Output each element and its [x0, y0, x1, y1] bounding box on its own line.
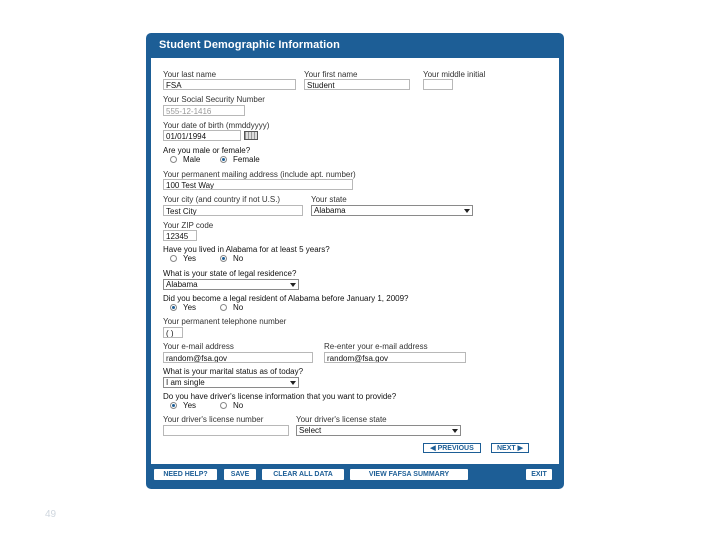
zip-label: Your ZIP code [163, 221, 214, 230]
previous-label: PREVIOUS [437, 445, 474, 452]
arrow-left-icon: ◀ [430, 445, 436, 452]
zip-input[interactable]: 12345 [163, 230, 197, 241]
license-yes-label: Yes [183, 401, 197, 410]
chevron-down-icon [464, 209, 470, 213]
lived-yes-radio[interactable] [170, 255, 177, 262]
legal-residence-label: What is your state of legal residence? [163, 269, 297, 278]
chevron-down-icon [290, 283, 296, 287]
address-input[interactable]: 100 Test Way [163, 179, 353, 190]
middle-initial-input[interactable] [423, 79, 453, 90]
chevron-down-icon [452, 429, 458, 433]
last-name-input[interactable]: FSA [163, 79, 296, 90]
clear-all-data-button[interactable]: CLEAR ALL DATA [262, 469, 344, 480]
state-select-value: Alabama [314, 206, 346, 215]
license-number-input[interactable] [163, 425, 289, 436]
first-name-label: Your first name [304, 70, 358, 79]
email-confirm-label: Re-enter your e-mail address [324, 342, 428, 351]
lived-5-years-label: Have you lived in Alabama for at least 5 years? [163, 245, 330, 254]
page-title: Student Demographic Information [159, 39, 340, 51]
legal-residence-select[interactable] [163, 279, 299, 290]
title-bar [146, 33, 564, 58]
exit-button[interactable]: EXIT [526, 469, 552, 480]
license-state-label: Your driver's license state [296, 415, 387, 424]
ssn-label: Your Social Security Number [163, 95, 265, 104]
resident-no-label: No [233, 303, 244, 312]
previous-button[interactable] [423, 443, 481, 453]
state-label: Your state [311, 195, 347, 204]
email-input[interactable]: random@fsa.gov [163, 352, 313, 363]
license-state-value: Select [299, 426, 322, 435]
license-state-select[interactable] [296, 425, 461, 436]
slide-page-number: 49 [45, 509, 57, 520]
resident-yes-label: Yes [183, 303, 197, 312]
fafsa-form-window [146, 33, 564, 489]
middle-initial-label: Your middle initial [423, 70, 486, 79]
resident-no-radio[interactable] [220, 304, 227, 311]
gender-female-label: Female [233, 155, 260, 164]
last-name-label: Your last name [163, 70, 217, 79]
form-panel [151, 58, 559, 464]
gender-female-radio[interactable] [220, 156, 227, 163]
marital-status-value: I am single [166, 378, 205, 387]
email-confirm-input[interactable]: random@fsa.gov [324, 352, 466, 363]
calendar-icon[interactable] [244, 131, 258, 140]
phone-label: Your permanent telephone number [163, 317, 287, 326]
lived-no-radio[interactable] [220, 255, 227, 262]
first-name-input[interactable]: Student [304, 79, 410, 90]
next-button[interactable] [491, 443, 529, 453]
resident-before-label: Did you become a legal resident of Alabama before January 1, 2009? [163, 294, 409, 303]
lived-yes-label: Yes [183, 254, 197, 263]
license-no-label: No [233, 401, 244, 410]
view-fafsa-summary-button[interactable]: VIEW FAFSA SUMMARY [350, 469, 468, 480]
license-no-radio[interactable] [220, 402, 227, 409]
chevron-down-icon [290, 381, 296, 385]
legal-residence-value: Alabama [166, 280, 198, 289]
save-button[interactable]: SAVE [224, 469, 256, 480]
arrow-right-icon: ▶ [517, 445, 523, 452]
dob-input[interactable]: 01/01/1994 [163, 130, 241, 141]
city-label: Your city (and country if not U.S.) [163, 195, 281, 204]
gender-male-label: Male [183, 155, 201, 164]
email-label: Your e-mail address [163, 342, 234, 351]
lived-no-label: No [233, 254, 244, 263]
need-help-button[interactable]: NEED HELP? [154, 469, 217, 480]
gender-male-radio[interactable] [170, 156, 177, 163]
dob-label: Your date of birth (mmddyyyy) [163, 121, 270, 130]
drivers-license-question: Do you have driver's license information that you want to provide? [163, 392, 397, 401]
state-select[interactable] [311, 205, 473, 216]
license-yes-radio[interactable] [170, 402, 177, 409]
city-input[interactable]: Test City [163, 205, 303, 216]
gender-label: Are you male or female? [163, 146, 251, 155]
marital-status-label: What is your marital status as of today? [163, 367, 304, 376]
footer-toolbar [146, 467, 564, 483]
resident-yes-radio[interactable] [170, 304, 177, 311]
next-label: NEXT [496, 445, 516, 452]
address-label: Your permanent mailing address (include apt. number) [163, 170, 356, 179]
ssn-input[interactable]: 555-12-1416 [163, 105, 245, 116]
phone-input[interactable]: ( ) [163, 327, 183, 338]
license-number-label: Your driver's license number [163, 415, 264, 424]
marital-status-select[interactable] [163, 377, 299, 388]
